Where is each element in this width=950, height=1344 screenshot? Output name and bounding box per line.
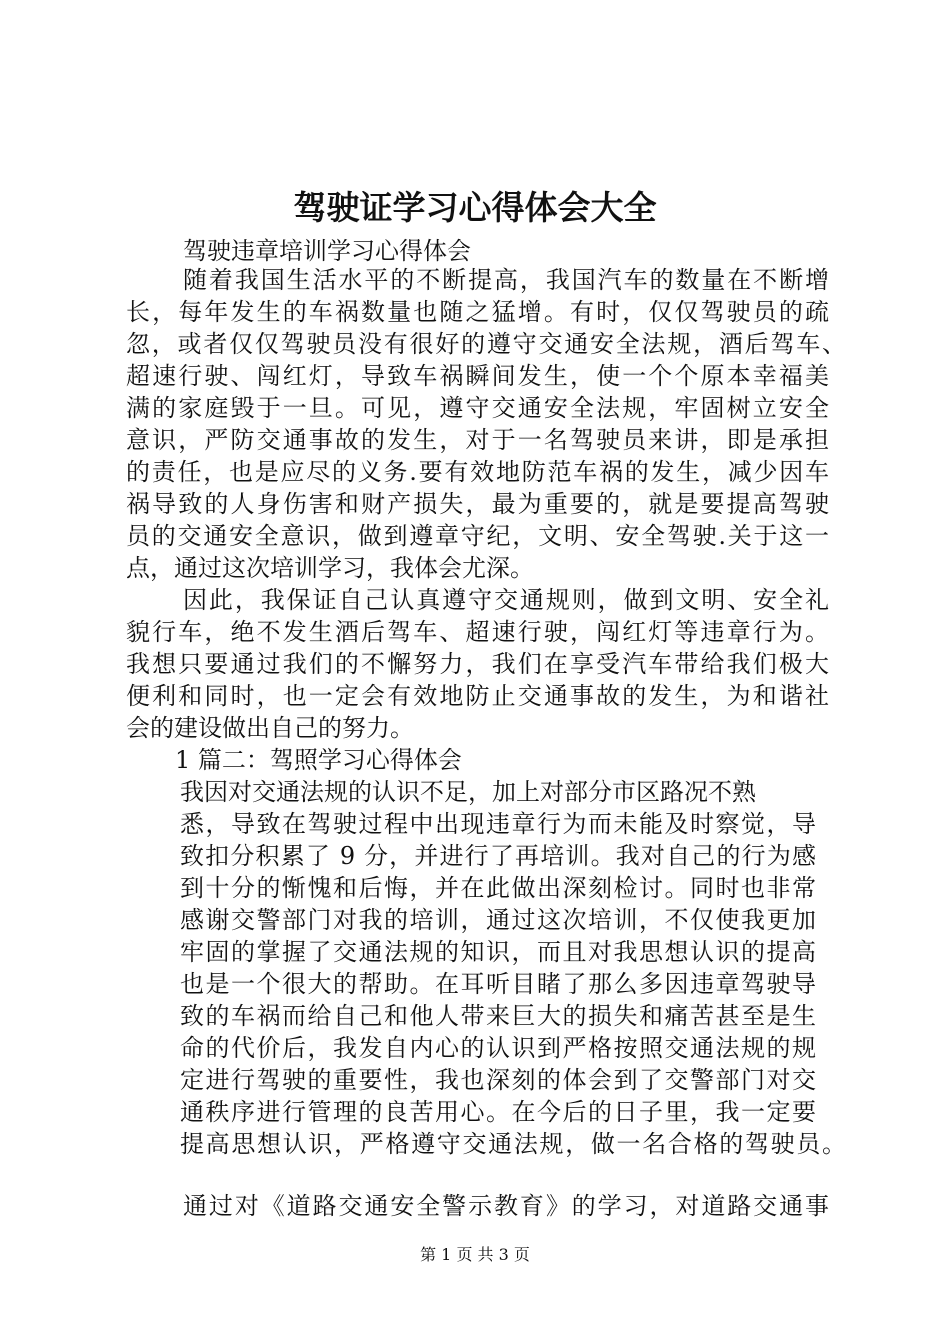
paragraph-line: 牢固的掌握了交通法规的知识，而且对我思想认识的提高	[180, 938, 816, 966]
paragraph-line: 随着我国生活水平的不断提高，我国汽车的数量在不断增	[183, 266, 829, 294]
section-heading-1: 驾驶违章培训学习心得体会	[183, 237, 471, 265]
document-title: 驾驶证学习心得体会大全	[293, 188, 657, 227]
paragraph-line: 长，每年发生的车祸数量也随之猛增。有时，仅仅驾驶员的疏	[126, 298, 829, 326]
paragraph-line: 点，通过这次培训学习，我体会尤深。	[126, 554, 534, 582]
paragraph-line: 命的代价后，我发自内心的认识到严格按照交通法规的规	[180, 1034, 816, 1062]
paragraph-line: 满的家庭毁于一旦。可见，遵守交通安全法规，牢固树立安全	[126, 394, 829, 422]
paragraph-line: 致的车祸而给自己和他人带来巨大的损失和痛苦甚至是生	[180, 1002, 816, 1030]
paragraph-line: 意识，严防交通事故的发生，对于一名驾驶员来讲，即是承担	[126, 426, 829, 454]
page-footer: 第 1 页 共 3 页	[420, 1245, 530, 1264]
paragraph-line: 祸导致的人身伤害和财产损失，最为重要的，就是要提高驾驶	[126, 490, 829, 518]
paragraph-line: 感谢交警部门对我的培训，通过这次培训，不仅使我更加	[180, 906, 816, 934]
paragraph-line: 到十分的惭愧和后悔，并在此做出深刻检讨。同时也非常	[180, 874, 816, 902]
paragraph-line: 貌行车，绝不发生酒后驾车、超速行驶，闯红灯等违章行为。	[126, 618, 829, 646]
paragraph-line: 通秩序进行管理的良苦用心。在今后的日子里，我一定要	[180, 1098, 816, 1126]
paragraph-line: 员的交通安全意识，做到遵章守纪，文明、安全驾驶.关于这一	[126, 522, 829, 550]
paragraph-line: 忽，或者仅仅驾驶员没有很好的遵守交通安全法规，酒后驾车、	[126, 330, 846, 358]
paragraph-line: 定进行驾驶的重要性，我也深刻的体会到了交警部门对交	[180, 1066, 816, 1094]
paragraph-line: 会的建设做出自己的努力。	[126, 714, 414, 742]
paragraph-line: 我因对交通法规的认识不足，加上对部分市区路况不熟	[180, 778, 756, 806]
paragraph-line: 也是一个很大的帮助。在耳听目睹了那么多因违章驾驶导	[180, 970, 816, 998]
paragraph-line: 致扣分积累了 9 分，并进行了再培训。我对自己的行为感	[180, 842, 816, 870]
paragraph-line: 便利和同时，也一定会有效地防止交通事故的发生，为和谐社	[126, 682, 829, 710]
paragraph-line: 我想只要通过我们的不懈努力，我们在享受汽车带给我们极大	[126, 650, 829, 678]
paragraph-line: 的责任，也是应尽的义务.要有效地防范车祸的发生，减少因车	[126, 458, 829, 486]
paragraph-line: 因此，我保证自己认真遵守交通规则，做到文明、安全礼	[183, 586, 829, 614]
section-heading-2: 1 篇二：驾照学习心得体会	[175, 746, 462, 774]
paragraph-line: 超速行驶、闯红灯，导致车祸瞬间发生，使一个个原本幸福美	[126, 362, 829, 390]
paragraph-4-line: 通过对《道路交通安全警示教育》的学习，对道路交通事	[183, 1192, 829, 1220]
paragraph-line: 悉，导致在驾驶过程中出现违章行为而未能及时察觉，导	[180, 810, 816, 838]
paragraph-line: 提高思想认识，严格遵守交通法规，做一名合格的驾驶员。	[180, 1130, 846, 1158]
